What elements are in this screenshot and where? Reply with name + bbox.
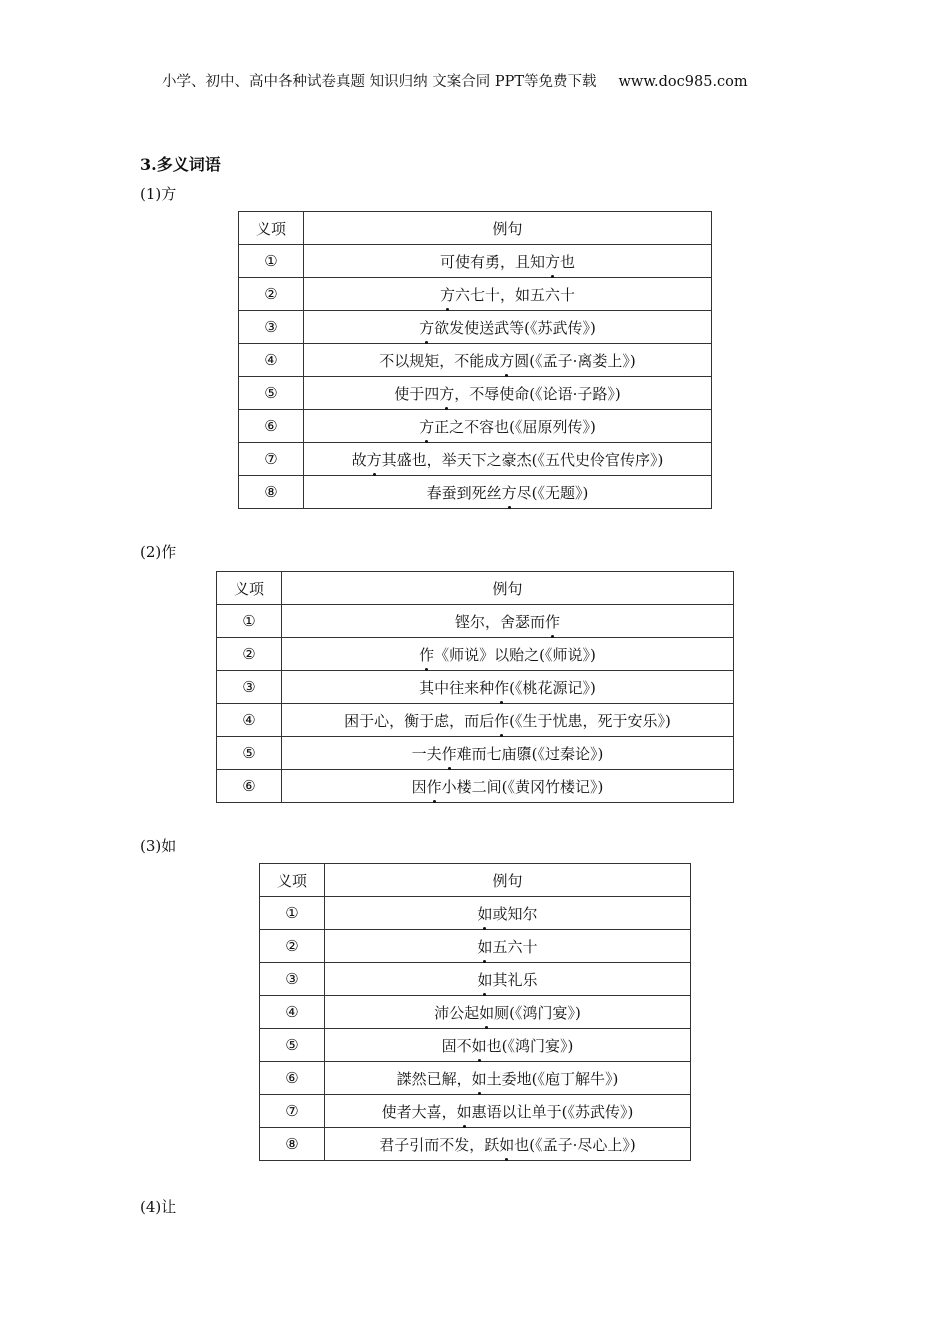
sentence-after: 小楼二间(《黄冈竹楼记》) [441,777,604,796]
example-sentence [325,897,691,930]
sentence-before: 使者大喜， [381,1102,457,1121]
meaning-number: ⑥ [239,410,304,443]
table-row [217,770,734,803]
sentence-before: 沛公起 [434,1003,480,1022]
sentence-after: 土委地(《庖丁解牛》) [486,1069,619,1088]
meaning-number: ⑤ [260,1029,325,1062]
keyword-dotted: 作 [494,711,510,730]
example-sentence [282,704,734,737]
example-sentence [304,443,712,476]
keyword-dotted: 作 [426,777,442,796]
keyword-dotted: 方 [439,285,455,304]
keyword-dotted: 方 [419,318,435,337]
meaning-number: ⑤ [217,737,282,770]
example-sentence [325,996,691,1029]
example-sentence [304,311,712,344]
header-example: 例句 [282,572,734,605]
header-meaning: 义项 [217,572,282,605]
sentence-before: 謋然已解， [396,1069,472,1088]
table-row [239,410,712,443]
sentence-before: 不以规矩，不能成 [379,351,500,370]
table-row [260,897,691,930]
table-row [217,638,734,671]
keyword-dotted: 如 [456,1102,472,1121]
keyword-dotted: 作 [441,744,457,763]
table-row [260,1095,691,1128]
example-sentence [325,1062,691,1095]
table-row [239,443,712,476]
sentence-before: 使于四 [394,384,440,403]
meaning-number: ③ [217,671,282,704]
table-header-row [260,864,691,897]
keyword-dotted: 如 [499,1135,515,1154]
table-row [217,737,734,770]
table-row [239,476,712,509]
table-row [239,311,712,344]
meaning-number: ⑦ [260,1095,325,1128]
sentence-after: 圆(《孟子·离娄上》) [514,351,636,370]
keyword-dotted: 如 [477,937,493,956]
sentence-before: 春蚕到死丝 [426,483,502,502]
section-title: 3.多义词语 [140,155,221,174]
sentence-after: 六七十，如五六十 [455,285,576,304]
sentence-after: 惠语以让单于(《苏武传》) [471,1102,634,1121]
example-sentence [282,737,734,770]
sentence-after: 或知尔 [492,904,538,923]
page-header [162,70,748,91]
example-sentence [325,963,691,996]
sentence-after: 五六十 [492,937,538,956]
sentence-after: 正之不容也(《屈原列传》) [434,417,596,436]
sentence-before: 君子引而不发，跃 [379,1135,500,1154]
table-row [260,930,691,963]
meaning-table-2 [216,571,734,803]
subsection-label-4: (4)让 [140,1198,177,1216]
meaning-number: ④ [260,996,325,1029]
keyword-dotted: 如 [477,970,493,989]
keyword-dotted: 作 [545,612,561,631]
table-row [239,377,712,410]
sentence-after: 厕(《鸿门宴》) [494,1003,581,1022]
meaning-table-3 [259,863,691,1161]
table-row [239,344,712,377]
table-row [260,1128,691,1161]
header-meaning: 义项 [239,212,304,245]
keyword-dotted: 如 [479,1003,495,1022]
meaning-number: ⑥ [217,770,282,803]
meaning-number: ② [239,278,304,311]
table-row [260,1062,691,1095]
sentence-after: (《生于忧患，死于安乐》) [509,711,671,730]
header-example: 例句 [325,864,691,897]
table-row [260,963,691,996]
meaning-number: ① [239,245,304,278]
keyword-dotted: 方 [499,351,515,370]
subsection-label-3: (3)如 [140,837,177,855]
meaning-number: ③ [260,963,325,996]
table-row [239,245,712,278]
table-row [239,278,712,311]
sentence-before: 一夫 [411,744,442,763]
sentence-after: (《桃花源记》) [509,678,596,697]
meaning-number: ⑧ [260,1128,325,1161]
table-header-row [239,212,712,245]
sentence-after: 其礼乐 [492,970,538,989]
sentence-after: 也 [560,252,576,271]
example-sentence [304,344,712,377]
header-url[interactable]: www.doc985.com [618,74,748,90]
sentence-after: 难而七庙隳(《过秦论》) [456,744,604,763]
keyword-dotted: 作 [419,645,435,664]
keyword-dotted: 方 [501,483,517,502]
sentence-after: 欲发使送武等(《苏武传》) [434,318,596,337]
meaning-number: ⑤ [239,377,304,410]
meaning-number: ① [217,605,282,638]
sentence-before: 其中往来种 [419,678,495,697]
meaning-number: ② [217,638,282,671]
sentence-after: 其盛也，举天下之豪杰(《五代史伶官传序》) [381,450,664,469]
example-sentence [304,476,712,509]
sentence-after: ，不辱使命(《论语·子路》) [454,384,621,403]
table-row [217,704,734,737]
meaning-number: ⑧ [239,476,304,509]
table-row [217,671,734,704]
sentence-before: 困于心，衡于虑，而后 [344,711,495,730]
example-sentence [282,770,734,803]
example-sentence [304,410,712,443]
keyword-dotted: 作 [494,678,510,697]
meaning-number: ⑦ [239,443,304,476]
sentence-after: 尽(《无题》) [516,483,589,502]
meaning-number: ③ [239,311,304,344]
sentence-before: 可使有勇，且知 [439,252,545,271]
sentence-after: 也(《孟子·尽心上》) [514,1135,636,1154]
keyword-dotted: 如 [471,1036,487,1055]
example-sentence [304,278,712,311]
example-sentence [325,1095,691,1128]
keyword-dotted: 方 [544,252,560,271]
table-row [260,996,691,1029]
subsection-label-2: (2)作 [140,543,177,561]
table-header-row [217,572,734,605]
sentence-after: 《师说》以贻之(《师说》) [434,645,596,664]
meaning-number: ② [260,930,325,963]
sentence-before: 故 [351,450,367,469]
table-row [217,605,734,638]
example-sentence [282,605,734,638]
keyword-dotted: 如 [471,1069,487,1088]
example-sentence [325,930,691,963]
subsection-label-1: (1)方 [140,185,177,203]
meaning-number: ④ [239,344,304,377]
table-row [260,1029,691,1062]
keyword-dotted: 方 [366,450,382,469]
meaning-number: ① [260,897,325,930]
header-meaning: 义项 [260,864,325,897]
example-sentence [325,1029,691,1062]
sentence-before: 因 [411,777,427,796]
example-sentence [325,1128,691,1161]
keyword-dotted: 方 [439,384,455,403]
sentence-before: 固不 [441,1036,472,1055]
header-text: 小学、初中、高中各种试卷真题 知识归纳 文案合同 PPT等免费下载 [162,74,597,90]
sentence-before: 铿尔，舍瑟而 [454,612,545,631]
example-sentence [282,671,734,704]
example-sentence [304,377,712,410]
keyword-dotted: 如 [477,904,493,923]
meaning-number: ④ [217,704,282,737]
sentence-after: 也(《鸿门宴》) [486,1036,574,1055]
meaning-number: ⑥ [260,1062,325,1095]
example-sentence [304,245,712,278]
meaning-table-1 [238,211,712,509]
example-sentence [282,638,734,671]
keyword-dotted: 方 [419,417,435,436]
header-example: 例句 [304,212,712,245]
